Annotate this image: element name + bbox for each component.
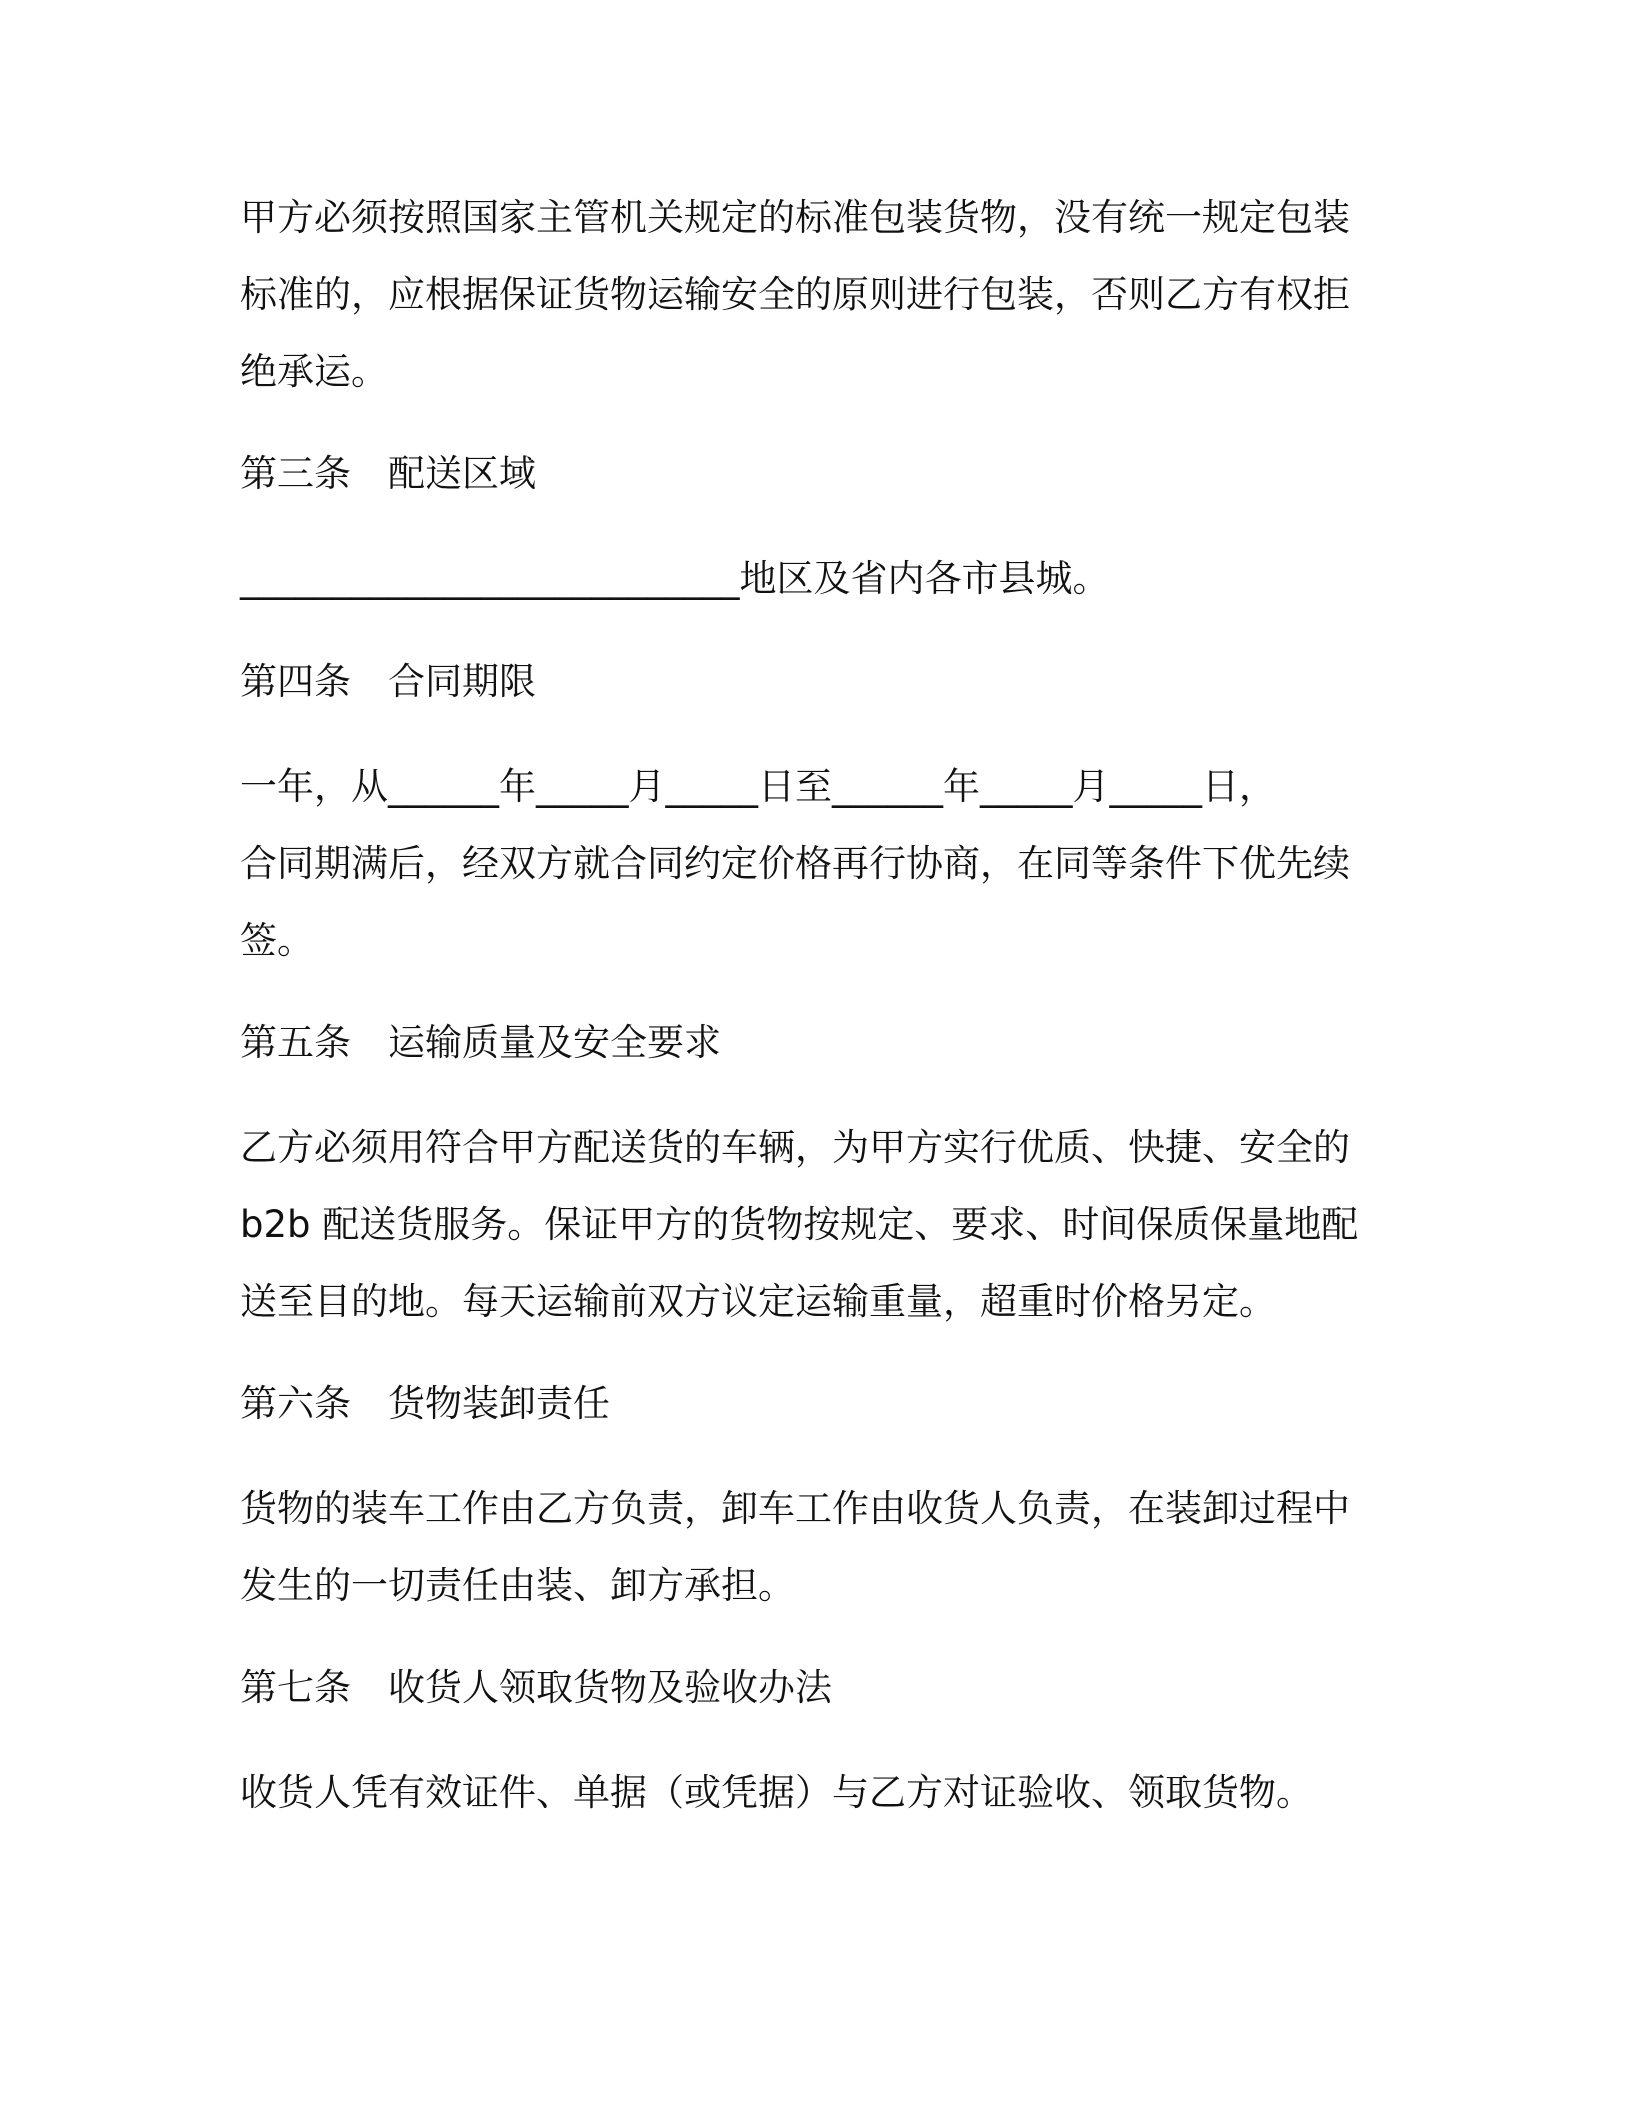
article-6-body-line-1: 货物的装车工作由乙方负责，卸车工作由收货人负责，在装卸过程中 (240, 1487, 1350, 1530)
article-3-number: 第三条 (240, 452, 351, 495)
article-6-title: 货物装卸责任 (388, 1382, 610, 1425)
article-7-heading (240, 1666, 1390, 1710)
article-4-body-line-2: 合同期满后，经双方就合同约定价格再行协商，在同等条件下优先续 (240, 842, 1350, 885)
article-4-title: 合同期限 (388, 660, 536, 703)
article-5-title: 运输质量及安全要求 (388, 1021, 721, 1064)
article-3-heading (240, 452, 1390, 496)
article-3-body: ___________________________地区及省内各市县城。 (240, 557, 1110, 600)
article-5-body-line-2: b2b 配送货服务。保证甲方的货物按规定、要求、时间保质保量地配 (240, 1203, 1359, 1246)
article-4-body-line-1: 一年，从______年_____月_____日至______年_____月_____日， (240, 765, 1276, 808)
article-7-title: 收货人领取货物及验收办法 (388, 1666, 832, 1709)
article-7-body: 收货人凭有效证件、单据（或凭据）与乙方对证验收、领取货物。 (240, 1771, 1313, 1814)
article-7-number: 第七条 (240, 1666, 351, 1709)
article-5-body-line-1: 乙方必须用符合甲方配送货的车辆，为甲方实行优质、快捷、安全的 (240, 1126, 1350, 1169)
article-6-number: 第六条 (240, 1382, 351, 1425)
packaging-para-line-3: 绝承运。 (240, 350, 388, 393)
packaging-para-line-1: 甲方必须按照国家主管机关规定的标准包装货物，没有统一规定包装 (240, 196, 1350, 239)
article-5-heading (240, 1021, 1390, 1065)
article-4-number: 第四条 (240, 660, 351, 703)
packaging-para-line-2: 标准的，应根据保证货物运输安全的原则进行包装，否则乙方有权拒 (240, 273, 1350, 316)
article-6-heading (240, 1382, 1390, 1426)
article-4-body-line-3: 签。 (240, 919, 314, 962)
article-4-heading (240, 660, 1390, 704)
article-5-number: 第五条 (240, 1021, 351, 1064)
article-6-body-line-2: 发生的一切责任由装、卸方承担。 (240, 1564, 795, 1607)
article-5-body-line-3: 送至目的地。每天运输前双方议定运输重量，超重时价格另定。 (240, 1280, 1276, 1323)
article-3-title: 配送区域 (388, 452, 536, 495)
